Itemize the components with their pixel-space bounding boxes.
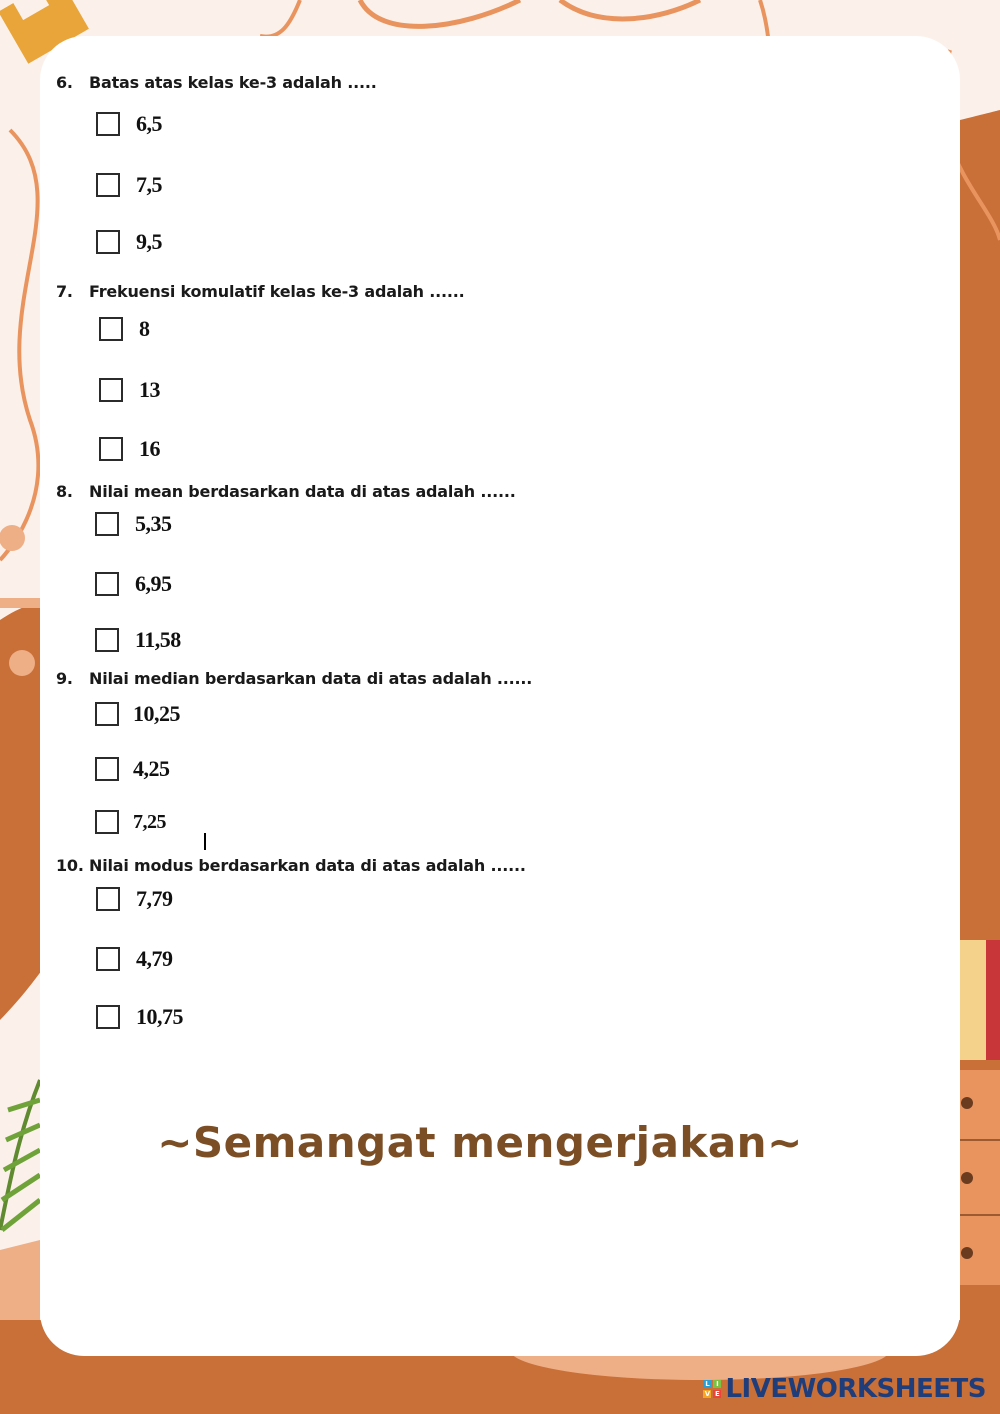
checkbox[interactable] — [99, 378, 123, 402]
answer-option[interactable] — [95, 756, 170, 782]
question-text: Nilai median berdasarkan data di atas adalah ...... — [89, 669, 533, 688]
answer-option[interactable] — [99, 316, 150, 342]
question-text: Batas atas kelas ke-3 adalah ..... — [89, 73, 377, 92]
question-8 — [56, 482, 516, 501]
question-text: Nilai mean berdasarkan data di atas adalah ...... — [89, 482, 516, 501]
checkbox[interactable] — [95, 757, 119, 781]
answer-option[interactable] — [95, 701, 180, 727]
option-label: 6,95 — [135, 571, 172, 596]
answer-option[interactable] — [96, 229, 162, 255]
question-number: 7. — [56, 282, 73, 301]
question-number: 6. — [56, 73, 73, 92]
logo-letter: L — [705, 1380, 710, 1388]
answer-option[interactable] — [95, 571, 172, 597]
option-label: 7,25 — [133, 810, 166, 833]
answer-option[interactable] — [96, 946, 173, 972]
checkbox[interactable] — [95, 810, 119, 834]
question-number: 8. — [56, 482, 73, 501]
text-cursor — [204, 833, 206, 850]
checkbox[interactable] — [95, 572, 119, 596]
question-text: Frekuensi komulatif kelas ke-3 adalah ...... — [89, 282, 465, 301]
question-number: 10. — [56, 856, 84, 875]
option-label: 5,35 — [135, 511, 172, 536]
checkbox[interactable] — [99, 437, 123, 461]
question-10 — [56, 856, 526, 875]
question-6 — [56, 73, 377, 92]
checkbox[interactable] — [99, 317, 123, 341]
option-label: 7,5 — [136, 172, 162, 197]
answer-option[interactable] — [99, 377, 160, 403]
option-label: 16 — [139, 436, 160, 461]
question-number: 9. — [56, 669, 73, 688]
answer-option[interactable] — [99, 436, 160, 462]
checkbox[interactable] — [96, 947, 120, 971]
liveworksheets-logo-icon — [703, 1380, 721, 1398]
option-label: 6,5 — [136, 111, 162, 136]
option-label: 10,75 — [136, 1004, 183, 1029]
option-label: 8 — [139, 316, 150, 341]
option-label: 7,79 — [136, 886, 173, 911]
option-label: 9,5 — [136, 229, 162, 254]
checkbox[interactable] — [96, 230, 120, 254]
question-text: Nilai modus berdasarkan data di atas adalah ...... — [89, 856, 526, 875]
answer-option[interactable] — [95, 810, 166, 834]
checkbox[interactable] — [96, 112, 120, 136]
option-label: 4,79 — [136, 946, 173, 971]
checkbox[interactable] — [96, 887, 120, 911]
question-9 — [56, 669, 532, 688]
option-label: 4,25 — [133, 756, 170, 781]
checkbox[interactable] — [96, 173, 120, 197]
checkbox[interactable] — [95, 512, 119, 536]
answer-option[interactable] — [96, 1004, 183, 1030]
logo-letter: E — [715, 1390, 720, 1398]
logo-letter: I — [713, 1380, 721, 1388]
option-label: 11,58 — [135, 627, 181, 652]
answer-option[interactable] — [96, 172, 162, 198]
question-7 — [56, 282, 465, 301]
option-label: 10,25 — [133, 701, 180, 726]
logo-letter: V — [704, 1390, 711, 1398]
checkbox[interactable] — [96, 1005, 120, 1029]
answer-option[interactable] — [95, 511, 172, 537]
answer-option[interactable] — [96, 111, 162, 137]
option-label: 13 — [139, 377, 160, 402]
checkbox[interactable] — [95, 702, 119, 726]
answer-option[interactable] — [95, 627, 181, 653]
answer-option[interactable] — [96, 886, 173, 912]
brand-name: LIVEWORKSHEETS — [725, 1374, 986, 1404]
checkbox[interactable] — [95, 628, 119, 652]
closing-message: ~Semangat mengerjakan~ — [157, 1118, 803, 1167]
liveworksheets-brand[interactable] — [703, 1374, 986, 1404]
